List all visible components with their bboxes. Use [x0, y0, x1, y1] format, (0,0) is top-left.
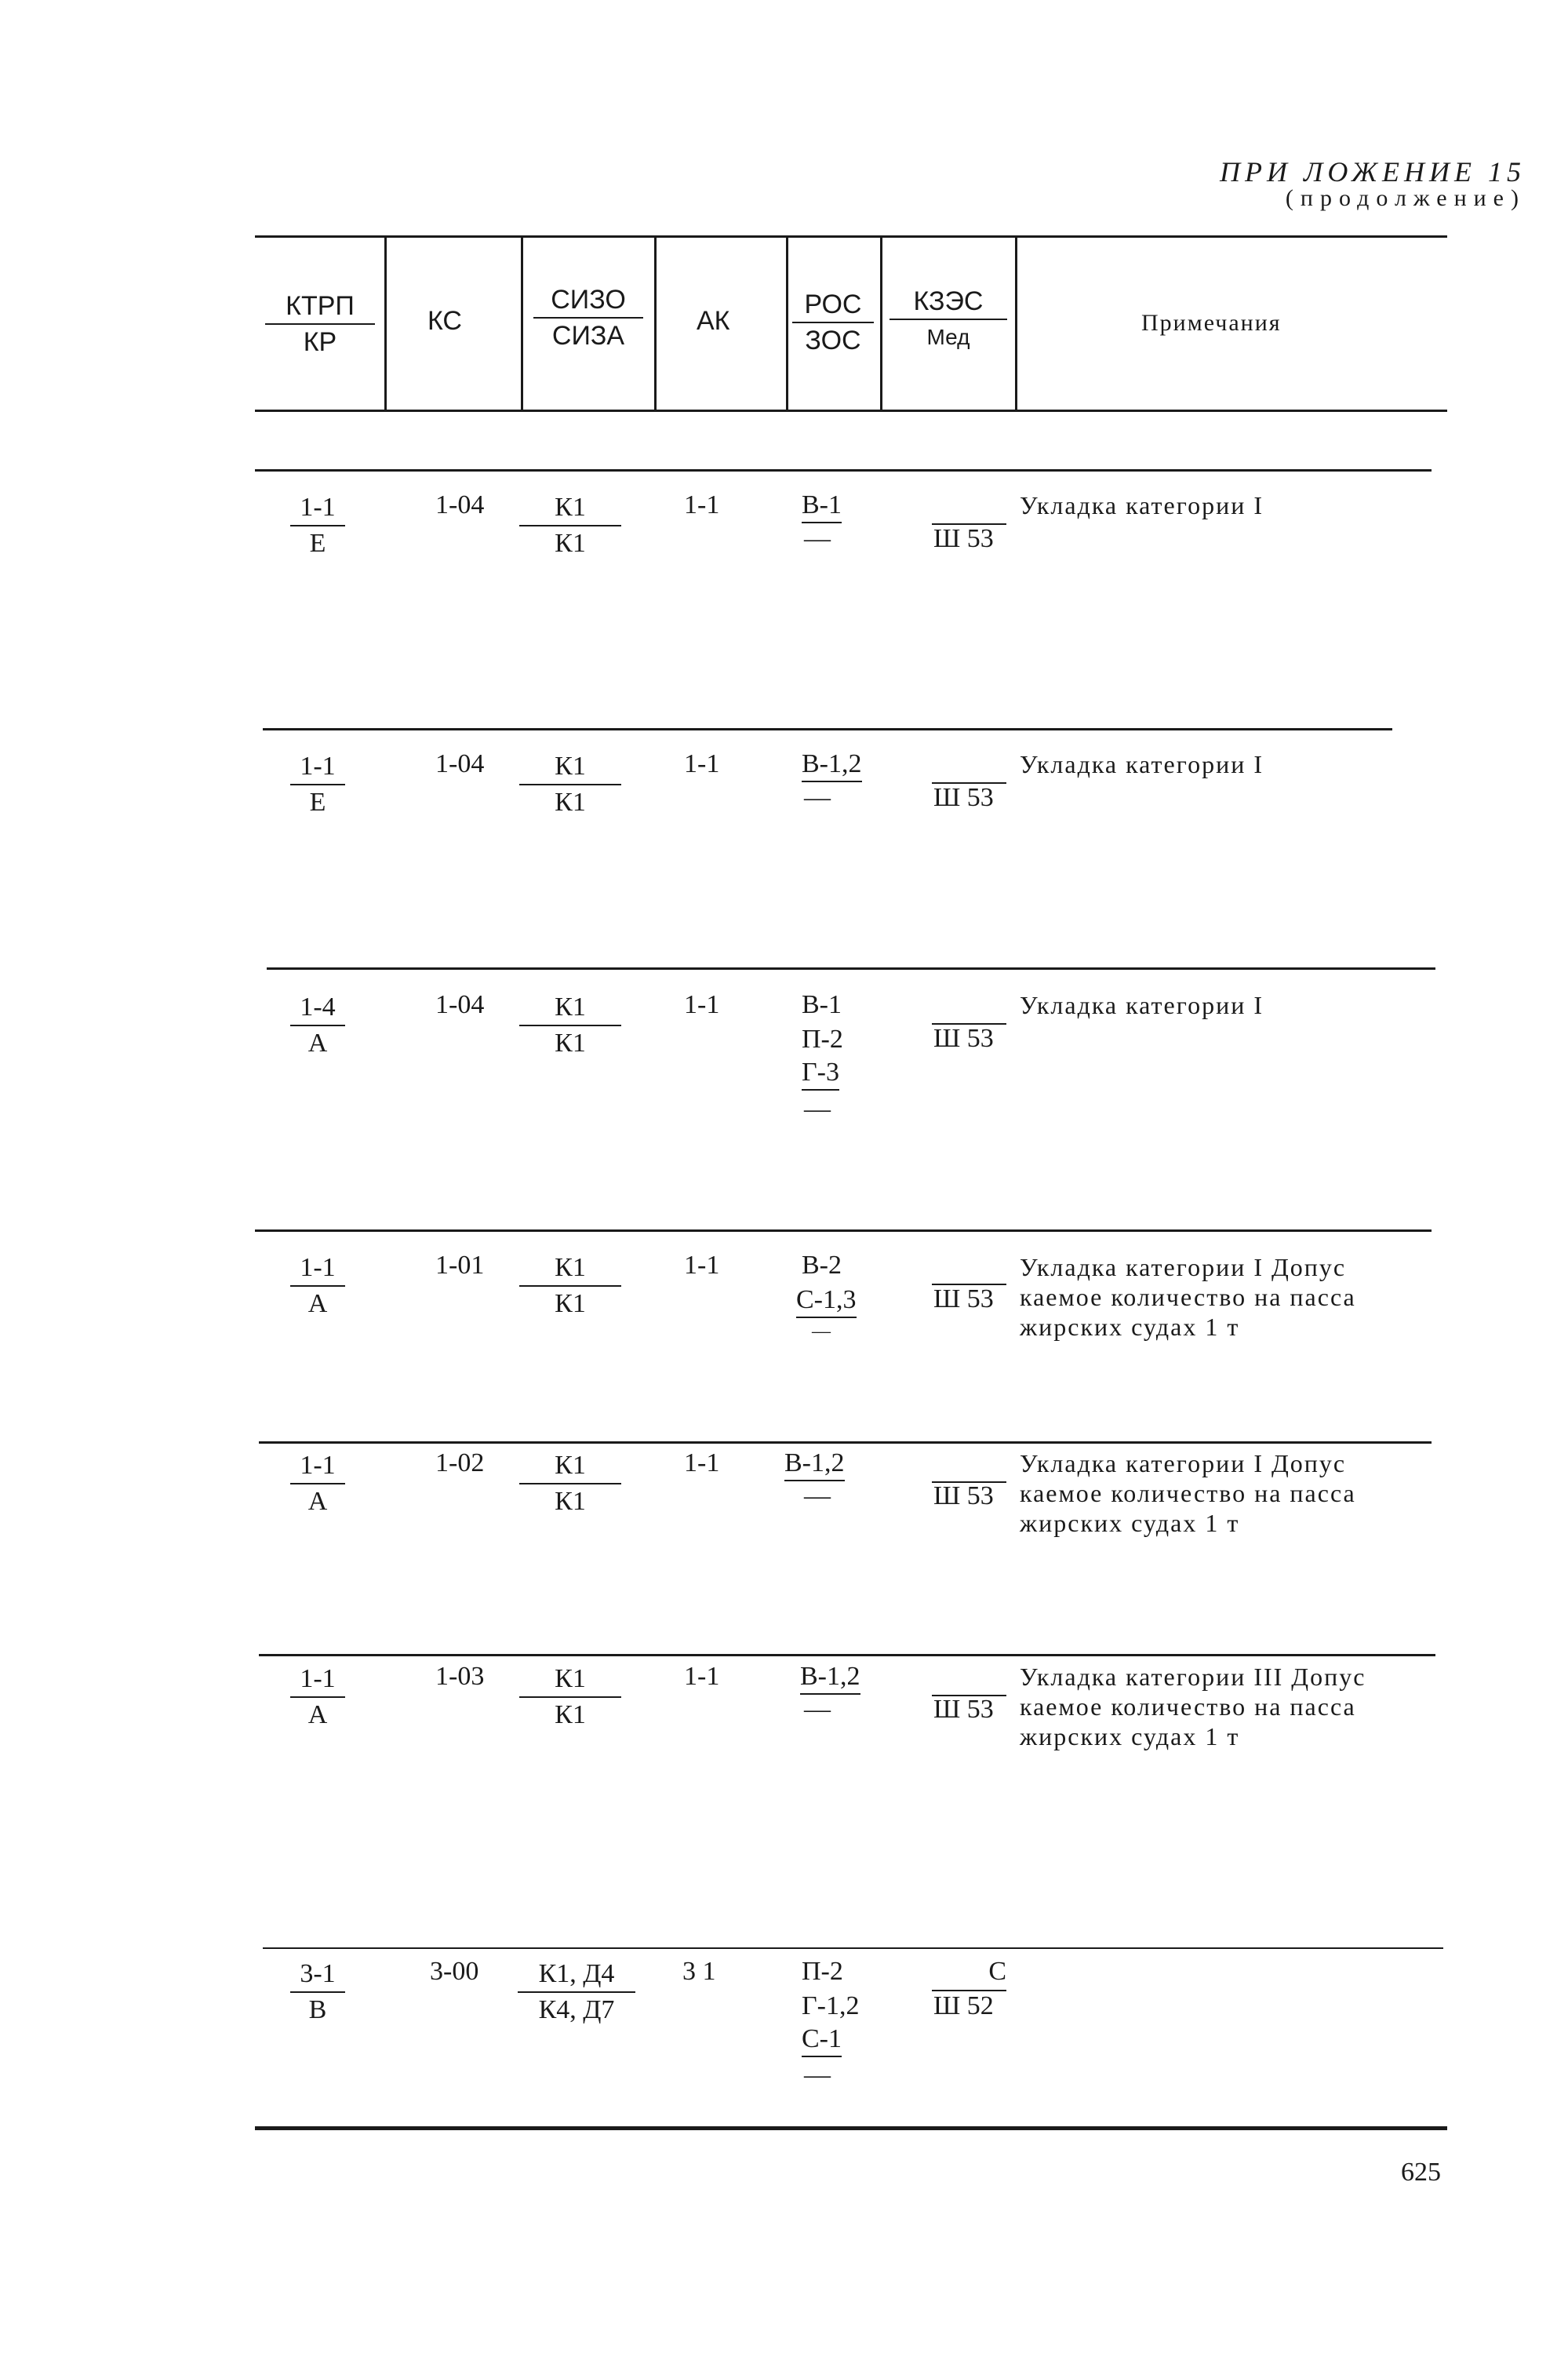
row-rule-2 [263, 728, 1392, 730]
cell-sizo-siza [519, 490, 621, 561]
note-line: каемое количество на пасса [1020, 1479, 1356, 1507]
header-ak: АК [697, 306, 730, 336]
cell-kzes [932, 990, 1006, 1025]
note-line: жирских судах 1 т [1020, 1509, 1240, 1537]
col-sep-3 [654, 237, 657, 410]
cell-kzes: С [932, 1957, 1006, 1991]
cell-zos: — [812, 1321, 831, 1342]
cell-kzes [932, 490, 1006, 525]
col-sep-1 [384, 237, 387, 410]
cell-kr: А [307, 1029, 328, 1058]
cell-notes [1020, 990, 1264, 1020]
cell-kr: А [307, 1700, 328, 1729]
cell-kzes [932, 1251, 1006, 1285]
cell-med: Ш 53 [933, 783, 994, 812]
cell-ks: 1-04 [435, 490, 485, 519]
cell-ktrp: 3-1 [290, 1957, 345, 1993]
cell-sizo-siza [519, 749, 621, 820]
header-kr: КР [303, 327, 337, 357]
cell-ktrp-kr [290, 749, 345, 820]
cell-ktrp-kr [290, 490, 345, 561]
row-rule-7 [263, 1947, 1443, 1949]
col-sep-2 [521, 237, 523, 410]
cell-med: Ш 53 [933, 1284, 994, 1313]
cell-ak: 1-1 [684, 1251, 720, 1280]
note-line: каемое количество на пасса [1020, 1283, 1356, 1311]
cell-ros-line-2: Г-1,2 [802, 1991, 860, 2020]
cell-ak: 1-1 [684, 490, 720, 519]
cell-ros-line-3: Г-3 [802, 1058, 839, 1091]
cell-sizo-siza [519, 1448, 621, 1519]
note-line: Укладка категории I [1020, 991, 1264, 1019]
cell-kr: В [308, 1995, 327, 2024]
cell-siza: К1 [555, 788, 586, 817]
cell-ros: В-1 [802, 490, 842, 523]
cell-ak: 3 1 [682, 1957, 716, 1986]
table-top-rule [255, 235, 1447, 238]
note-line: жирских судах 1 т [1020, 1722, 1240, 1750]
cell-sizo: К1 [519, 1251, 621, 1287]
cell-sizo-siza [518, 1957, 635, 2027]
cell-sizo: К1, Д4 [518, 1957, 635, 1993]
note-line: Укладка категории I [1020, 491, 1264, 519]
cell-ros: В-1,2 [784, 1448, 845, 1481]
row-rule-5 [259, 1441, 1432, 1444]
cell-sizo: К1 [519, 490, 621, 526]
cell-sizo-siza [519, 1662, 621, 1732]
cell-siza: К1 [555, 1289, 586, 1318]
cell-siza: К1 [555, 1487, 586, 1516]
note-line: каемое количество на пасса [1020, 1692, 1356, 1721]
cell-sizo: К1 [519, 749, 621, 785]
cell-notes [1020, 1252, 1356, 1342]
header-zos: ЗОС [805, 326, 861, 355]
col-sep-5 [880, 237, 882, 410]
note-line: Укладка категории III Допус [1020, 1663, 1366, 1691]
cell-ak: 1-1 [684, 1662, 720, 1691]
cell-med: Ш 53 [933, 524, 994, 553]
cell-ros-line-3: С-1 [802, 2024, 842, 2057]
cell-ktrp-kr [290, 990, 345, 1061]
cell-ros: П-2 [802, 1957, 843, 1986]
cell-kr: А [307, 1487, 328, 1516]
cell-sizo: К1 [519, 990, 621, 1026]
header-sizo-siza [533, 282, 643, 353]
cell-notes [1020, 749, 1264, 779]
cell-kr: Е [309, 529, 326, 558]
cell-ros: В-2 [802, 1251, 842, 1280]
header-kzes: КЗЭС [890, 284, 1007, 320]
appendix-title: ПРИ ЛОЖЕНИЕ 15 [1220, 156, 1526, 188]
cell-notes [1020, 490, 1264, 520]
cell-kzes [932, 749, 1006, 784]
cell-ros: В-1 [802, 990, 842, 1019]
cell-zos: — [804, 1481, 831, 1510]
cell-ktrp: 1-1 [290, 490, 345, 526]
header-sizo: СИЗО [533, 282, 643, 319]
cell-zos: — [804, 783, 831, 812]
cell-zos: — [804, 524, 831, 553]
col-sep-6 [1015, 237, 1017, 410]
cell-med: Ш 53 [933, 1695, 994, 1724]
cell-ak: 1-1 [684, 1448, 720, 1477]
cell-zos: — [804, 1095, 831, 1124]
note-line: Укладка категории I [1020, 750, 1264, 778]
table-bottom-rule [255, 2126, 1447, 2130]
cell-siza: К4, Д7 [538, 1995, 615, 2024]
cell-kr: Е [309, 788, 326, 817]
cell-ktrp: 1-4 [290, 990, 345, 1026]
note-line: Укладка категории I Допус [1020, 1449, 1347, 1477]
table-header-bottom-rule [255, 410, 1447, 412]
cell-siza: К1 [555, 529, 586, 558]
cell-sizo-siza [519, 990, 621, 1061]
header-med: Мед [926, 325, 970, 349]
note-line: жирских судах 1 т [1020, 1313, 1240, 1341]
row-rule-1 [255, 469, 1432, 472]
cell-ros-line-2: П-2 [802, 1025, 843, 1054]
cell-ros: В-1,2 [802, 749, 862, 782]
cell-notes [1020, 1662, 1366, 1751]
appendix-subtitle: (продолжение) [1285, 185, 1526, 211]
cell-ks: 1-01 [435, 1251, 485, 1280]
header-ktrp: КТРП [265, 289, 375, 325]
page-number: 625 [1401, 2158, 1441, 2187]
cell-sizo: К1 [519, 1662, 621, 1698]
cell-ros-line-2: С-1,3 [796, 1285, 857, 1318]
cell-ak: 1-1 [684, 749, 720, 778]
cell-ktrp-kr [290, 1957, 345, 2027]
cell-ktrp-kr [290, 1448, 345, 1519]
cell-ks: 1-03 [435, 1662, 485, 1691]
cell-ak: 1-1 [684, 990, 720, 1019]
cell-ktrp-kr [290, 1662, 345, 1732]
cell-kzes [932, 1448, 1006, 1483]
header-notes: Примечания [1141, 310, 1282, 336]
cell-ks: 1-04 [435, 990, 485, 1019]
header-kzes-med [890, 284, 1007, 355]
cell-kr: А [307, 1289, 328, 1318]
row-rule-3 [267, 967, 1435, 970]
cell-ktrp: 1-1 [290, 1662, 345, 1698]
header-ros: РОС [792, 287, 874, 323]
cell-notes [1020, 1448, 1356, 1538]
cell-med: Ш 53 [933, 1481, 994, 1510]
cell-ros: В-1,2 [800, 1662, 860, 1695]
cell-kzes [932, 1662, 1006, 1696]
cell-med: Ш 53 [933, 1024, 994, 1053]
cell-ktrp-kr [290, 1251, 345, 1321]
cell-siza: К1 [555, 1700, 586, 1729]
cell-med: Ш 52 [933, 1991, 994, 2020]
cell-ks: 1-04 [435, 749, 485, 778]
cell-zos: — [804, 1695, 831, 1724]
cell-ktrp: 1-1 [290, 1251, 345, 1287]
header-ks: КС [427, 306, 462, 336]
row-rule-4 [255, 1229, 1432, 1232]
note-line: Укладка категории I Допус [1020, 1253, 1347, 1281]
col-sep-4 [786, 237, 788, 410]
header-ros-zos [792, 287, 874, 358]
cell-ktrp: 1-1 [290, 1448, 345, 1484]
row-rule-6 [259, 1654, 1435, 1656]
cell-ktrp: 1-1 [290, 749, 345, 785]
cell-ks: 1-02 [435, 1448, 485, 1477]
cell-sizo: К1 [519, 1448, 621, 1484]
cell-zos: — [804, 2060, 831, 2089]
header-ktrp-kr [265, 289, 375, 359]
cell-ks: 3-00 [430, 1957, 479, 1986]
cell-siza: К1 [555, 1029, 586, 1058]
header-siza: СИЗА [551, 321, 625, 351]
cell-sizo-siza [519, 1251, 621, 1321]
